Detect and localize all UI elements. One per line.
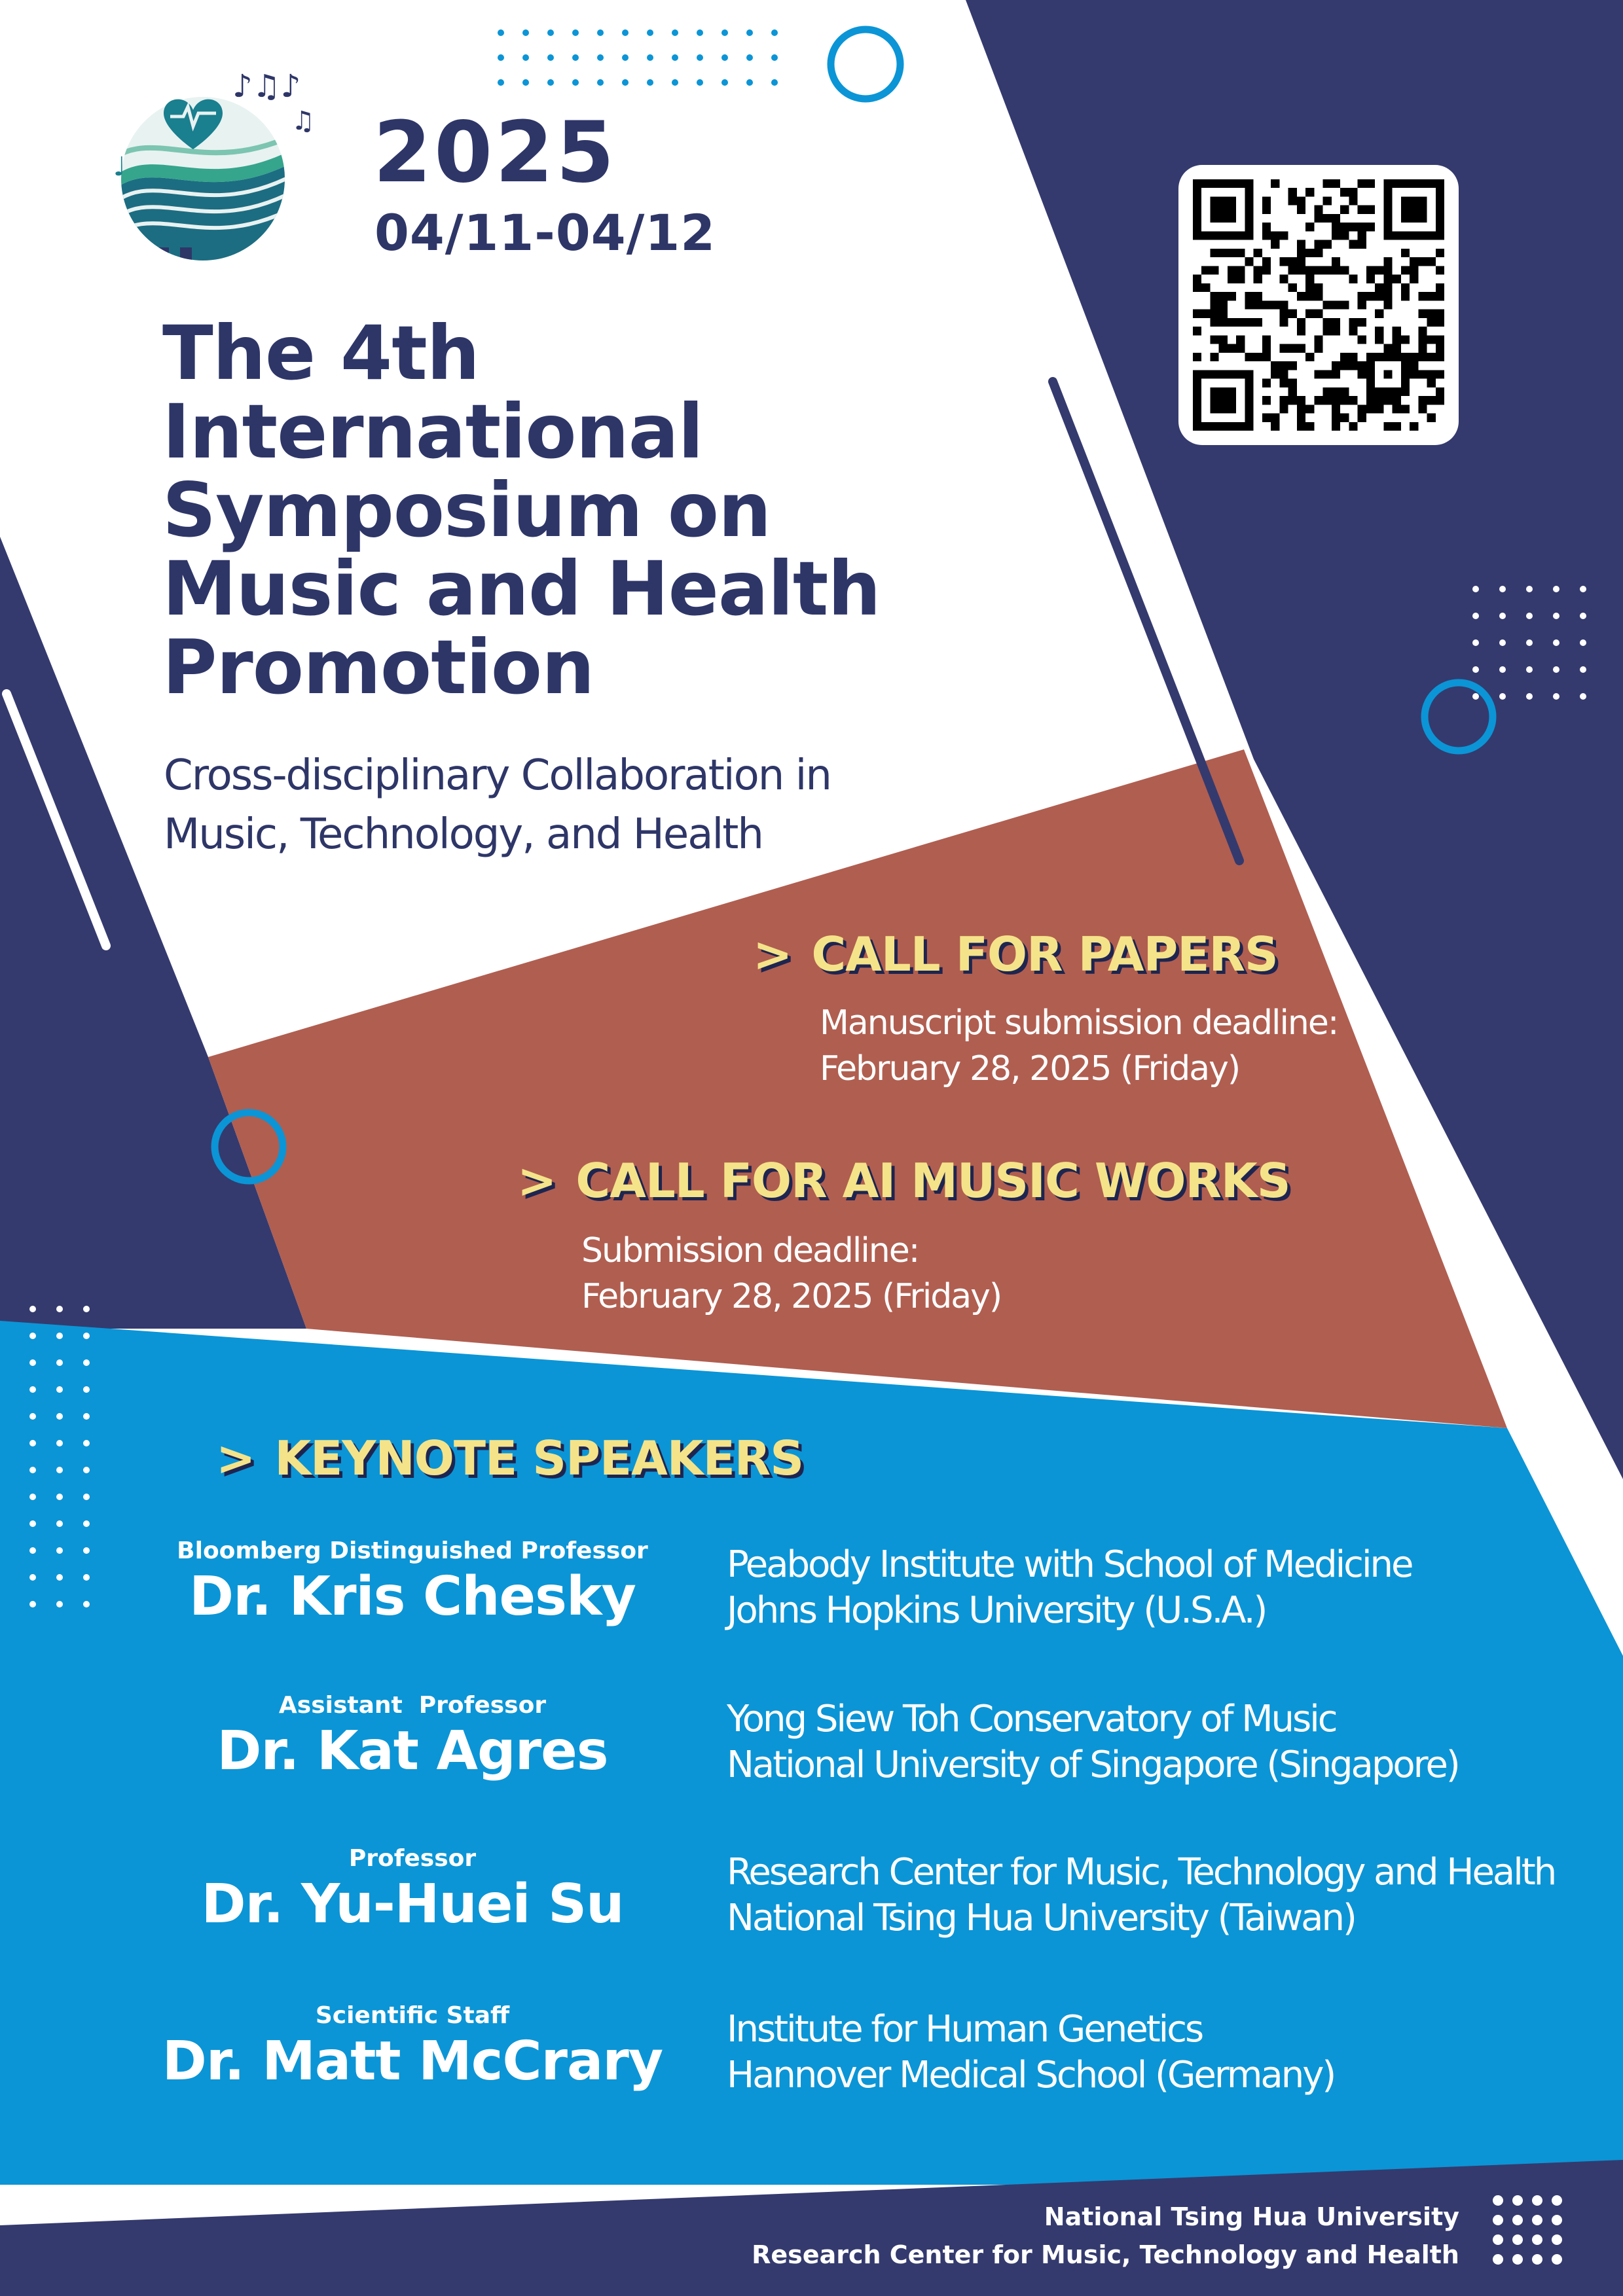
heading-text: CALL FOR AI MUSIC WORKS — [575, 1153, 1290, 1208]
call-for-ai-music-heading — [517, 1153, 1290, 1208]
svg-text:♩: ♩ — [113, 152, 126, 182]
affiliation-line: Institute for Human Genetics — [727, 2008, 1203, 2051]
title-line: Promotion — [162, 624, 594, 711]
deadline-date: February 28, 2025 (Friday) — [581, 1277, 1002, 1316]
call-for-ai-music-details — [581, 1228, 1001, 1319]
svg-text:♫: ♫ — [291, 106, 315, 136]
title-line: Music and Health — [162, 545, 881, 632]
qr-code-icon[interactable] — [1178, 165, 1459, 445]
music-health-logo-icon — [95, 51, 331, 267]
speaker-entry — [105, 1844, 1556, 1995]
speaker-identity — [105, 1691, 720, 1783]
speaker-name: Dr. Matt McCrary — [162, 2030, 663, 2092]
speaker-role: Professor — [348, 1845, 477, 1872]
footer-organizer — [752, 2198, 1459, 2274]
event-title — [162, 310, 1046, 711]
speaker-affiliation — [727, 1696, 1459, 1788]
affiliation-line: National University of Singapore (Singapore) — [727, 1744, 1459, 1786]
svg-text:♪♫♪: ♪♫♪ — [232, 68, 301, 105]
speaker-role: Assistant Professor — [278, 1692, 547, 1719]
title-line: International — [162, 388, 703, 475]
deadline-date: February 28, 2025 (Friday) — [820, 1049, 1240, 1088]
speaker-role: Scientific Staff — [315, 2002, 510, 2029]
title-line: Symposium on — [162, 467, 771, 554]
speaker-name: Dr. Kat Agres — [217, 1720, 608, 1782]
chevron-right-icon: > — [753, 927, 792, 982]
event-dates: 04/11-04/12 — [374, 204, 716, 262]
deadline-label: Submission deadline: — [581, 1231, 919, 1270]
subtitle-line: Cross-disciplinary Collaboration in — [164, 751, 831, 800]
speaker-affiliation — [727, 1850, 1555, 1941]
deadline-label: Manuscript submission deadline: — [820, 1003, 1338, 1043]
speaker-identity — [105, 2001, 720, 2093]
heading-text: KEYNOTE SPEAKERS — [274, 1431, 804, 1486]
call-for-papers-heading — [753, 927, 1278, 982]
speaker-affiliation — [727, 2007, 1334, 2098]
speaker-entry — [105, 1537, 1545, 1687]
footer-center: Research Center for Music, Technology and Health — [752, 2240, 1459, 2269]
keynote-speakers-heading — [216, 1431, 804, 1486]
speaker-affiliation — [727, 1542, 1412, 1634]
affiliation-line: Johns Hopkins University (U.S.A.) — [727, 1589, 1266, 1632]
chevron-right-icon: > — [216, 1431, 255, 1486]
title-line: The 4th — [162, 310, 479, 397]
heading-text: CALL FOR PAPERS — [811, 927, 1278, 982]
speaker-name: Dr. Kris Chesky — [189, 1566, 636, 1628]
speaker-entry — [105, 1691, 1545, 1842]
chevron-right-icon: > — [517, 1153, 556, 1208]
affiliation-line: Hannover Medical School (Germany) — [727, 2054, 1335, 2096]
call-for-papers-details — [820, 1000, 1338, 1092]
speaker-name: Dr. Yu-Huei Su — [201, 1873, 624, 1935]
speaker-identity — [105, 1537, 720, 1628]
speaker-identity — [105, 1844, 720, 1936]
affiliation-line: Yong Siew Toh Conservatory of Music — [727, 1698, 1336, 1740]
footer-university: National Tsing Hua University — [1044, 2202, 1459, 2231]
speaker-role: Bloomberg Distinguished Professor — [177, 1537, 648, 1564]
affiliation-line: National Tsing Hua University (Taiwan) — [727, 1897, 1355, 1939]
affiliation-line: Peabody Institute with School of Medicine — [727, 1543, 1412, 1586]
affiliation-line: Research Center for Music, Technology and Health — [727, 1851, 1556, 1893]
event-year: 2025 — [373, 104, 617, 202]
event-subtitle — [164, 746, 831, 864]
speaker-entry — [105, 2001, 1545, 2152]
subtitle-line: Music, Technology, and Health — [164, 810, 763, 859]
